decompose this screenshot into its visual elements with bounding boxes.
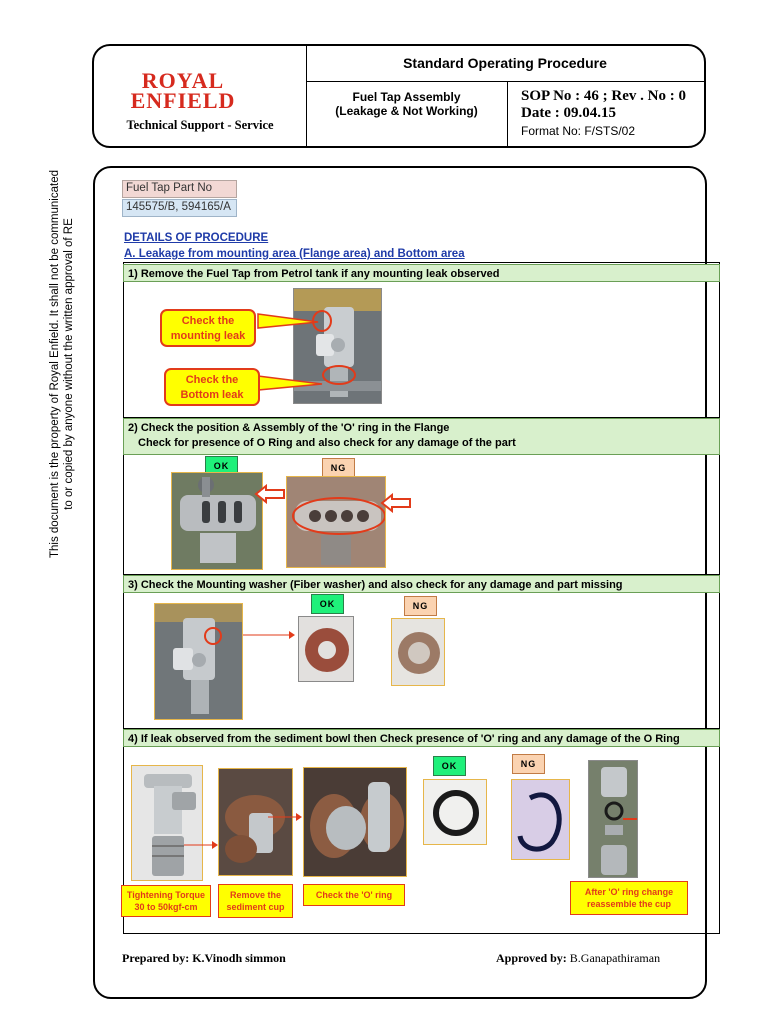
arrow-left-icon [380,493,412,513]
caption-check-oring: Check the 'O' ring [303,884,405,906]
caption-after-oring-change [570,881,688,915]
approved-by [496,951,660,966]
sop-date: Date : 09.04.15 [521,105,616,121]
assembly-title [306,90,507,118]
logo-text-bottom: ENFIELD [130,88,236,113]
check-oring-photo [303,767,407,877]
section-a-heading: A. Leakage from mounting area (Flange area) and Bottom area [124,248,465,260]
assembly-title-line2: (Leakage & Not Working) [335,104,478,118]
format-number: Format No: F/STS/02 [521,124,636,138]
caption-text: After 'O' ring change [584,887,674,897]
flange-ng-photo [286,476,386,568]
side-note-line1: This document is the property of Royal Enfield. It shall not be communicated [49,170,61,559]
header-divider [507,81,508,146]
step-3-header: 3) Check the Mounting washer (Fiber washer) and also check for any damage and part missing [123,575,720,593]
assembly-title-line1: Fuel Tap Assembly [352,90,461,104]
step-1-header: 1) Remove the Fuel Tap from Petrol tank if any mounting leak observed [123,264,720,282]
caption-text: sediment cup [226,902,285,912]
callout-bottom-leak [164,368,260,406]
part-number-value: 145575/B, 594165/A [122,199,237,217]
oring-ng-graphic [512,780,570,860]
pointer-arrow-icon [243,628,295,642]
callout-text: mounting leak [170,330,246,342]
ok-tag: OK [311,594,344,614]
flange-ok-photo [171,472,263,570]
approved-by-label: Approved by: [496,951,570,965]
department-label: Technical Support - Service [126,118,274,132]
flange-ng-graphic [287,477,386,568]
callout-text: Bottom leak [180,389,244,401]
fiber-washer-ng-graphic [392,619,445,686]
mounting-washer-photo [154,603,243,720]
callout-mounting-leak [160,309,256,347]
part-number-label: Fuel Tap Part No [122,180,237,198]
header-box [92,44,706,148]
logo-text-top: ROYAL [141,68,225,93]
reassembled-cup-photo [588,760,638,878]
sop-number: SOP No : 46 ; Rev . No : 0 [521,88,686,104]
fiber-washer-ok-photo [298,616,354,682]
sop-number-block [521,88,686,122]
side-note-line2: to or copied by anyone without the written approval of RE [63,218,75,510]
caption-text: reassemble the cup [586,899,672,909]
procedure-heading: DETAILS OF PROCEDURE [124,232,269,244]
pointer-arrow-icon [268,810,302,824]
ok-tag: OK [433,756,466,776]
step-2-line1: 2) Check the position & Assembly of the 'O' ring in the Flange [128,422,450,434]
oring-ok-photo [423,779,487,845]
caption-text: Remove the [229,890,282,900]
arrow-left-icon [254,484,286,504]
callout-text: Check the [181,315,235,327]
sediment-bowl-photo [131,765,203,881]
caption-tightening-torque [121,885,211,917]
prepared-by-name: K.Vinodh simmon [192,951,286,965]
prepared-by [122,951,286,966]
flange-ok-graphic [172,473,263,570]
royal-enfield-logo [124,68,242,112]
caption-text: Tightening Torque [126,890,206,900]
fiber-washer-ng-photo [391,618,445,686]
sediment-bowl-graphic [132,766,203,881]
caption-remove-cup [218,884,293,918]
ok-tag: OK [205,456,238,476]
document-title: Standard Operating Procedure [403,55,607,71]
oring-ng-photo [511,779,570,860]
caption-text: 30 to 50kgf-cm [134,902,198,912]
approved-by-name: B.Ganapathiraman [569,951,661,965]
check-oring-graphic [304,768,407,877]
reassembled-cup-graphic [589,761,638,878]
ng-tag: NG [512,754,545,774]
callout-text: Check the [185,374,239,386]
mounting-washer-graphic [155,604,243,720]
ng-tag: NG [404,596,437,616]
header-divider [306,81,704,82]
step-2-line2: Check for presence of O Ring and also check for any damage of the part [138,437,516,449]
step-2-header [123,418,720,455]
pointer-arrow-icon [184,838,218,852]
prepared-by-label: Prepared by: [122,951,193,965]
fiber-washer-ok-graphic [299,617,354,682]
oring-ok-graphic [424,780,487,845]
step-4-header: 4) If leak observed from the sediment bowl then Check presence of 'O' ring and any damage of the O Ring [123,729,720,747]
ng-tag: NG [322,458,355,478]
